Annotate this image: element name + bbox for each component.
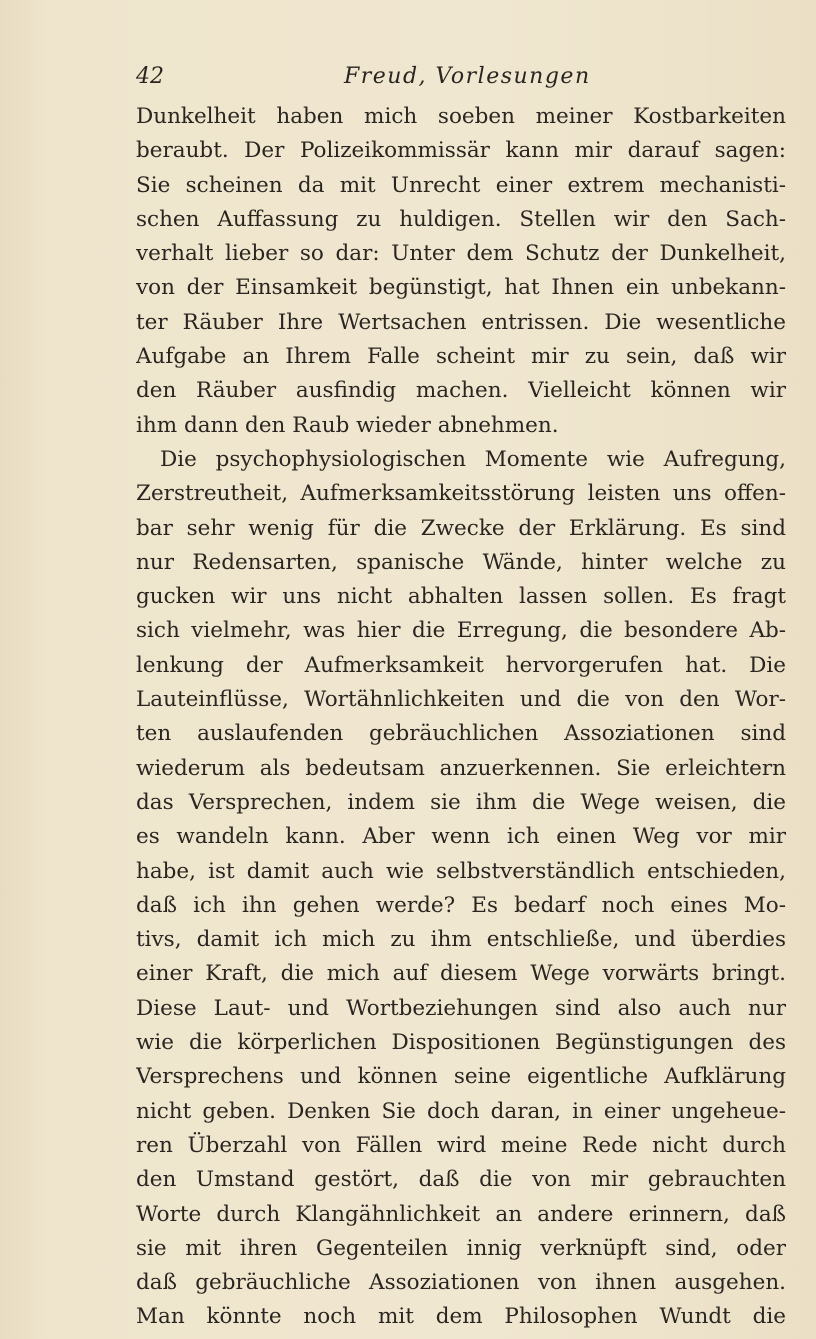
text-line: sie mit ihren Gegenteilen innig verknüpft sind, oder: [136, 1235, 786, 1261]
text-line: es wandeln kann. Aber wenn ich einen Weg vor mir: [136, 824, 786, 850]
text-line: Die psychophysiologischen Momente wie Aufregung,: [160, 446, 786, 472]
text-line: Dunkelheit haben mich soeben meiner Kostbarkeiten: [136, 104, 786, 129]
text-line: Man könnte noch mit dem Philosophen Wundt die: [136, 1304, 786, 1330]
text-line: das Versprechen, indem sie ihm die Wege weisen, die: [136, 789, 786, 815]
text-line: sich vielmehr, was hier die Erregung, die besondere Ab-: [136, 618, 786, 644]
text-line: Diese Laut- und Wortbeziehungen sind also auch nur: [136, 995, 786, 1021]
text-line: gucken wir uns nicht abhalten lassen sollen. Es fragt: [136, 584, 786, 610]
paragraph-2: [136, 443, 786, 1335]
text-line: Versprechens und können seine eigentliche Aufklärung: [136, 1064, 786, 1090]
text-line: lenkung der Aufmerksamkeit hervorgerufen hat. Die: [136, 652, 786, 678]
text-line: wiederum als bedeutsam anzuerkennen. Sie erleichtern: [136, 755, 786, 781]
text-line: bar sehr wenig für die Zwecke der Erklärung. Es sind: [136, 515, 786, 541]
text-line: Zerstreutheit, Aufmerksamkeitsstörung leisten uns offen-: [136, 481, 786, 507]
running-head: Freud, Vorlesungen: [344, 64, 591, 89]
paragraph-1: [136, 100, 786, 443]
text-line: daß ich ihn gehen werde? Es bedarf noch eines Mo-: [136, 892, 786, 918]
text-line: ren Überzahl von Fällen wird meine Rede nicht durch: [136, 1132, 786, 1158]
text-line: daß gebräuchliche Assoziationen von ihnen ausgehen.: [136, 1270, 786, 1296]
text-line: nur Redensarten, spanische Wände, hinter welche zu: [136, 549, 786, 575]
text-line: nicht geben. Denken Sie doch daran, in einer ungeheue-: [136, 1098, 786, 1124]
text-line: ter Räuber Ihre Wertsachen entrissen. Die wesentliche: [136, 309, 786, 335]
text-line: den Räuber ausfindig machen. Vielleicht können wir: [136, 378, 786, 404]
text-line: ihm dann den Raub wieder abnehmen.: [136, 412, 559, 438]
page-number: 42: [136, 64, 164, 89]
body-text: [136, 100, 786, 1335]
text-line: Lauteinflüsse, Wortähnlichkeiten und die von den Wor-: [136, 687, 786, 713]
text-line: habe, ist damit auch wie selbstverständlich entschieden,: [136, 858, 786, 884]
text-line: den Umstand gestört, daß die von mir gebrauchten: [136, 1167, 786, 1193]
text-line: Aufgabe an Ihrem Falle scheint mir zu sein, daß wir: [136, 344, 786, 370]
text-line: von der Einsamkeit begünstigt, hat Ihnen ein unbekann-: [136, 275, 786, 301]
page-header: [136, 64, 696, 94]
text-line: verhalt lieber so dar: Unter dem Schutz der Dunkelheit,: [136, 241, 786, 267]
text-line: wie die körperlichen Dispositionen Begünstigungen des: [136, 1030, 786, 1056]
text-line: schen Auffassung zu huldigen. Stellen wir den Sach-: [136, 206, 786, 232]
text-line: beraubt. Der Polizeikommissär kann mir darauf sagen:: [136, 138, 786, 164]
text-line: einer Kraft, die mich auf diesem Wege vorwärts bringt.: [136, 961, 786, 987]
text-line: Sie scheinen da mit Unrecht einer extrem mechanisti-: [136, 172, 786, 198]
text-line: Worte durch Klangähnlichkeit an andere erinnern, daß: [136, 1201, 786, 1227]
text-line: tivs, damit ich mich zu ihm entschließe, und überdies: [136, 927, 786, 953]
text-line: ten auslaufenden gebräuchlichen Assoziationen sind: [136, 721, 786, 747]
